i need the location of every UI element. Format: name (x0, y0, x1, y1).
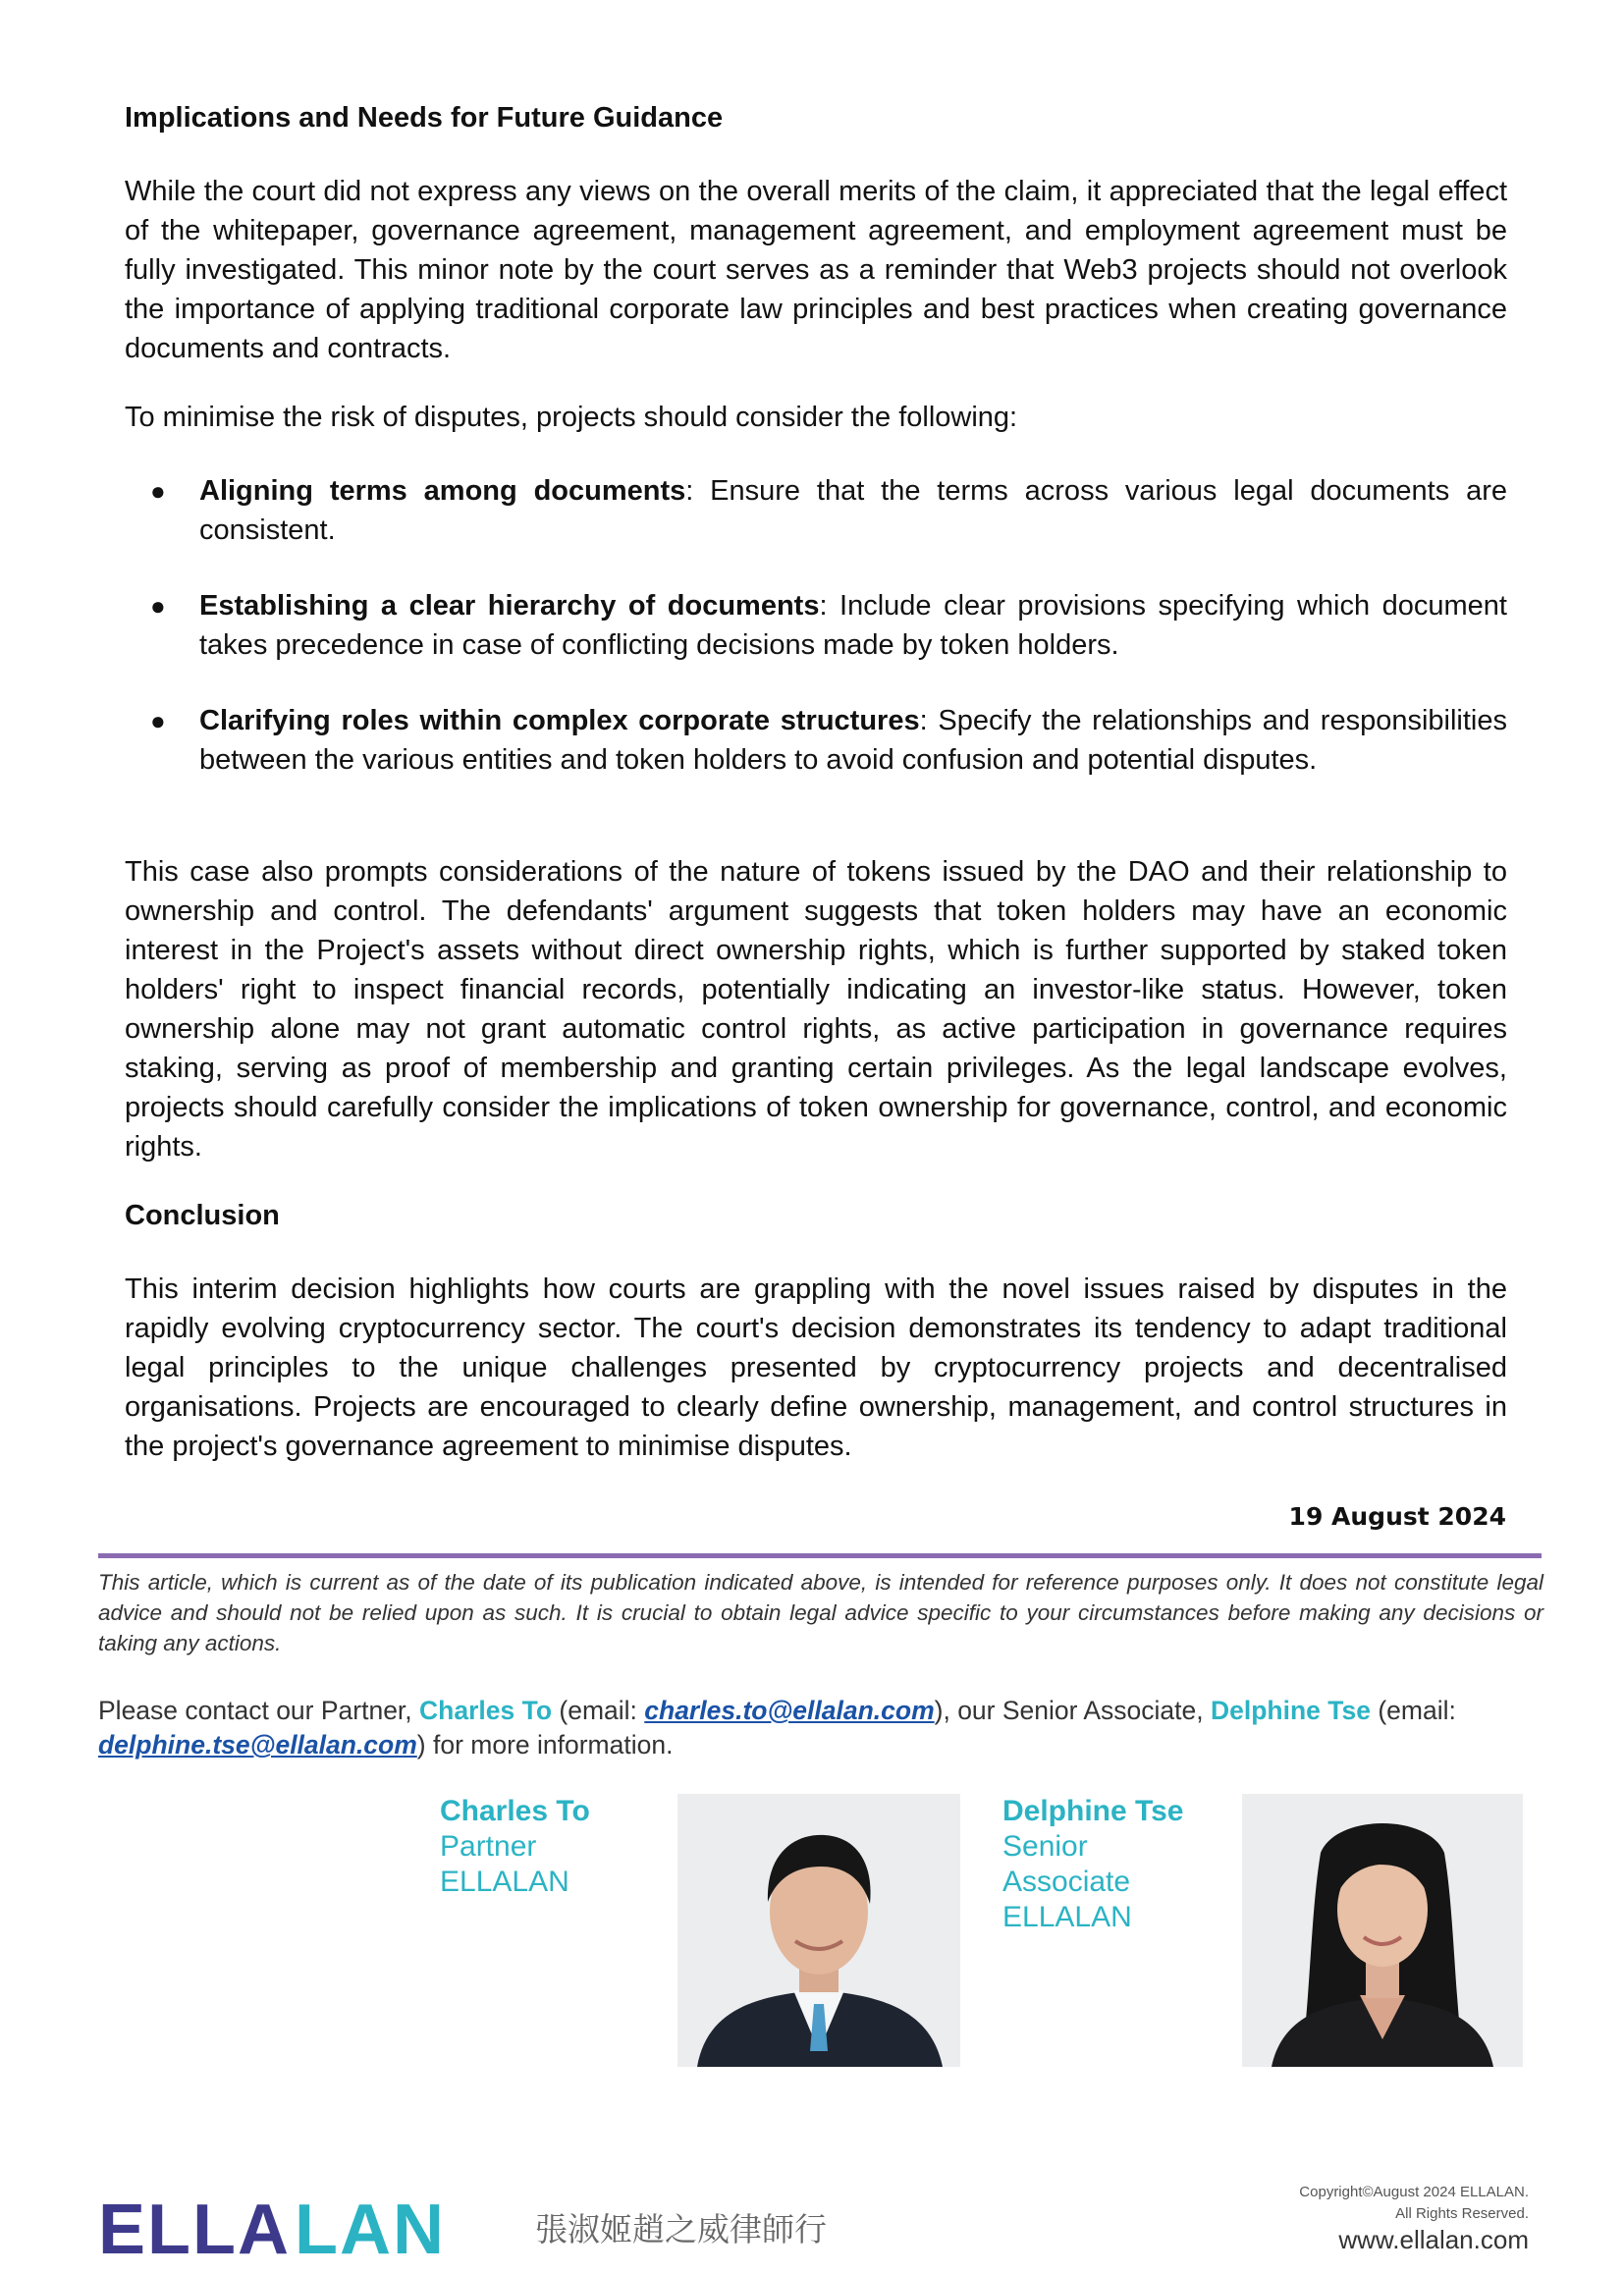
svg-text:ELLA: ELLA (98, 2194, 291, 2263)
bullet-text: : Ensure that the terms across various legal documents are consistent. (199, 475, 1507, 546)
paragraph: This interim decision highlights how courts are grappling with the novel issues raised by disputes in the rapidly evolving cryptocurrency sector. The court's decision demonstrates its tendency to adapt traditional legal principles to the unique challenges presented by cryptocurrency projects and decentralised organisations. Projects are encouraged to clearly define ownership, management, and control structures in the project's governance agreement to minimise disputes. (125, 1273, 1507, 1462)
bullet-icon: ● (150, 476, 166, 506)
svg-text:LAN: LAN (295, 2194, 446, 2263)
disclaimer: This article, which is current as of the date of its publication indicated above, is intended for reference purposes only. It does not constitute legal advice and should not be relied upon as such. It is crucial to obtain legal advice specific to your circumstances before making any decisions or taking any actions. (98, 1570, 1543, 1655)
website-link[interactable]: www.ellalan.com (1338, 2225, 1529, 2254)
email-link-charles[interactable]: charles.to@ellalan.com (644, 1696, 935, 1725)
bullet-term: Clarifying roles within complex corporate structures (199, 705, 920, 736)
person-title: Associate (1002, 1866, 1131, 1898)
bullet-icon: ● (150, 706, 166, 735)
delphine-tse-photo (1242, 1794, 1523, 2067)
person-card-delphine (1002, 1794, 1183, 1935)
contact-info: Please contact our Partner, Charles To (email: charles.to@ellalan.com), our Senior Associate, Delphine Tse (email: delphine.tse@ellalan.com) for more information. (98, 1696, 1456, 1760)
charles-to-photo (677, 1794, 960, 2067)
person-card-charles (440, 1794, 590, 1900)
bullet-text: : Specify the relationships and responsibilities between the various entities and token holders to avoid confusion and potential disputes. (199, 705, 1507, 776)
paragraph: This case also prompts considerations of the nature of tokens issued by the DAO and their relationship to ownership and control. The defendants' argument suggests that token holders may have an economic interest in the Project's assets without direct ownership rights, which is further supported by staked token holders' right to inspect financial records, potentially indicating an investor-like status. However, token ownership alone may not grant automatic control rights, as active participation in governance requires staking, serving as proof of membership and granting certain privileges. As the legal landscape evolves, projects should carefully consider the implications of token ownership for governance, control, and economic rights. (125, 856, 1507, 1163)
person-title: Partner (440, 1830, 537, 1863)
partner-name: Charles To (419, 1696, 553, 1725)
associate-name: Delphine Tse (1210, 1696, 1371, 1725)
email-link-delphine[interactable]: delphine.tse@ellalan.com (98, 1730, 417, 1760)
copyright: Copyright©August 2024 ELLALAN. All Rights Reserved. (1299, 2184, 1529, 2222)
publication-date: 19 August 2024 (1288, 1502, 1506, 1531)
bullet-term: Aligning terms among documents (199, 475, 686, 507)
divider (98, 1553, 1542, 1558)
section-heading: Conclusion (125, 1200, 280, 1231)
paragraph: While the court did not express any views on the overall merits of the claim, it appreciated that the legal effect of the whitepaper, governance agreement, management agreement, and employment agreement must be fully investigated. This minor note by the court serves as a reminder that Web3 projects should not overlook the importance of applying traditional corporate law principles and best practices when creating governance documents and contracts. (125, 176, 1507, 364)
person-firm: ELLALAN (1002, 1901, 1132, 1933)
bullet-term: Establishing a clear hierarchy of documents (199, 590, 820, 622)
paragraph: To minimise the risk of disputes, projects should consider the following: (125, 402, 1018, 433)
person-name: Charles To (440, 1795, 590, 1827)
person-title: Senior (1002, 1830, 1088, 1863)
bullet-icon: ● (150, 591, 166, 621)
person-name: Delphine Tse (1002, 1795, 1184, 1827)
chinese-firm-name: 張淑姬趙之威律師行 (535, 2210, 827, 2248)
section-heading: Implications and Needs for Future Guidance (125, 102, 724, 134)
person-firm: ELLALAN (440, 1866, 569, 1898)
bullet-text: : Include clear provisions specifying which document takes precedence in case of conflicting decisions made by token holders. (199, 590, 1507, 661)
ellalan-logo (98, 2194, 491, 2268)
